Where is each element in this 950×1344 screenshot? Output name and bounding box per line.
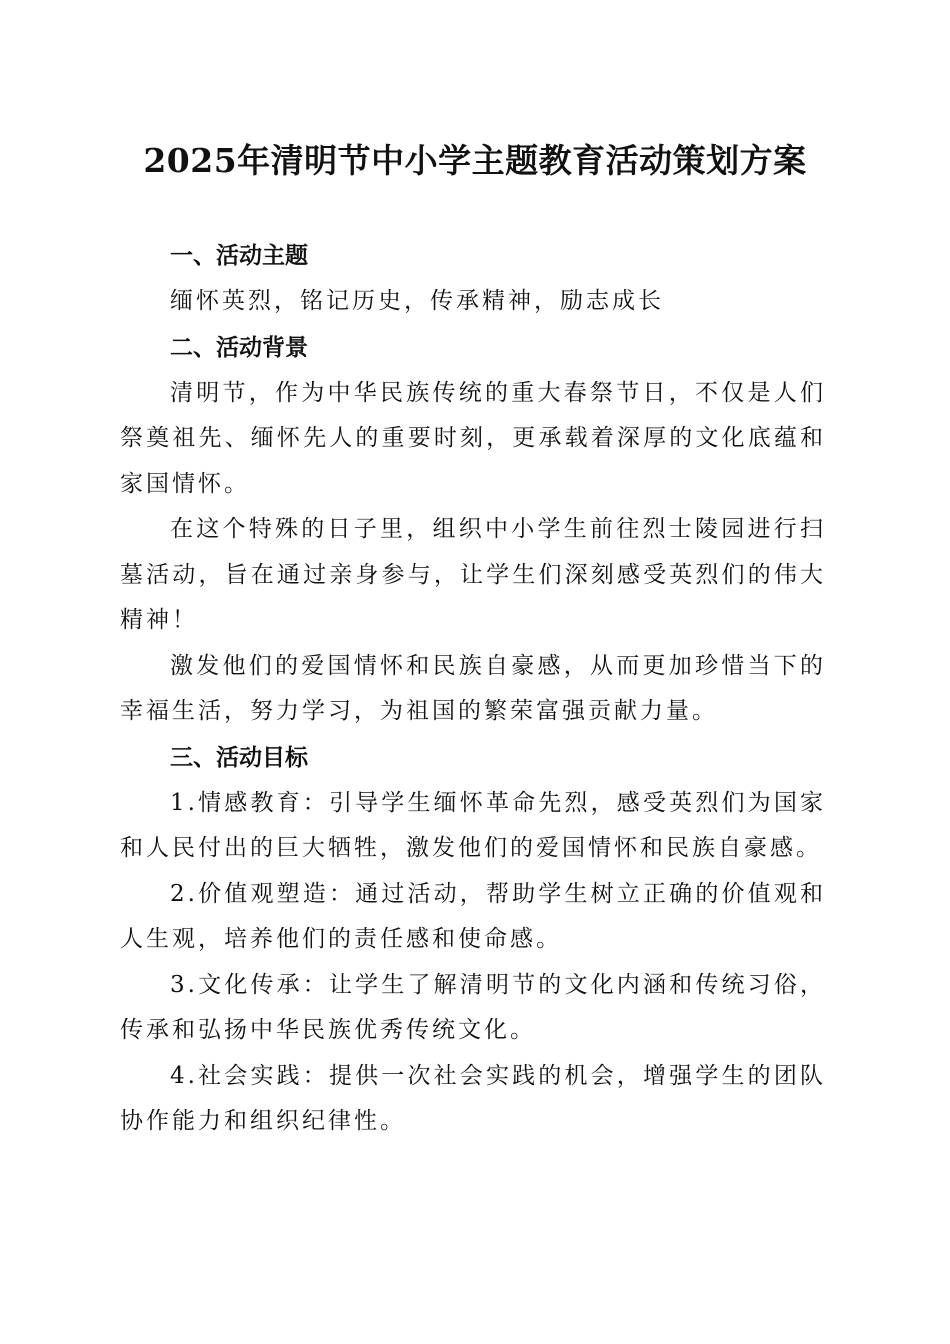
section-heading-goals: 三、活动目标 [170,744,308,771]
paragraph-goal-3: 3.文化传承：让学生了解清明节的文化内涵和传统习俗，传承和弘扬中华民族优秀传统文化。 [120,971,826,1043]
paragraph-goal-2: 2.价值观塑造：通过活动，帮助学生树立正确的价值观和人生观，培养他们的责任感和使命感。 [120,880,826,952]
section-heading-theme: 一、活动主题 [170,243,308,269]
document-body [120,233,826,1145]
paragraph-background-3: 激发他们的爱国情怀和民族自豪感，从而更加珍惜当下的幸福生活，努力学习，为祖国的繁荣富强贡献力量。 [120,652,826,724]
paragraph-background-1: 清明节，作为中华民族传统的重大春祭节日，不仅是人们祭奠祖先、缅怀先人的重要时刻，更承载着深厚的文化底蕴和家国情怀。 [120,379,826,497]
paragraph-background-2: 在这个特殊的日子里，组织中小学生前往烈士陵园进行扫墓活动，旨在通过亲身参与，让学生们深刻感受英烈们的伟大精神！ [120,516,826,633]
section-heading-background: 二、活动背景 [170,334,308,361]
document-title: 2025年清明节中小学主题教育活动策划方案 [143,141,807,180]
paragraph-goal-1: 1.情感教育：引导学生缅怀革命先烈，感受英烈们为国家和人民付出的巨大牺牲，激发他们的爱国情怀和民族自豪感。 [120,789,826,861]
paragraph-goal-4: 4.社会实践：提供一次社会实践的机会，增强学生的团队协作能力和组织纪律性。 [120,1062,826,1134]
paragraph-theme-slogan: 缅怀英烈，铭记历史，传承精神，励志成长 [170,288,664,314]
